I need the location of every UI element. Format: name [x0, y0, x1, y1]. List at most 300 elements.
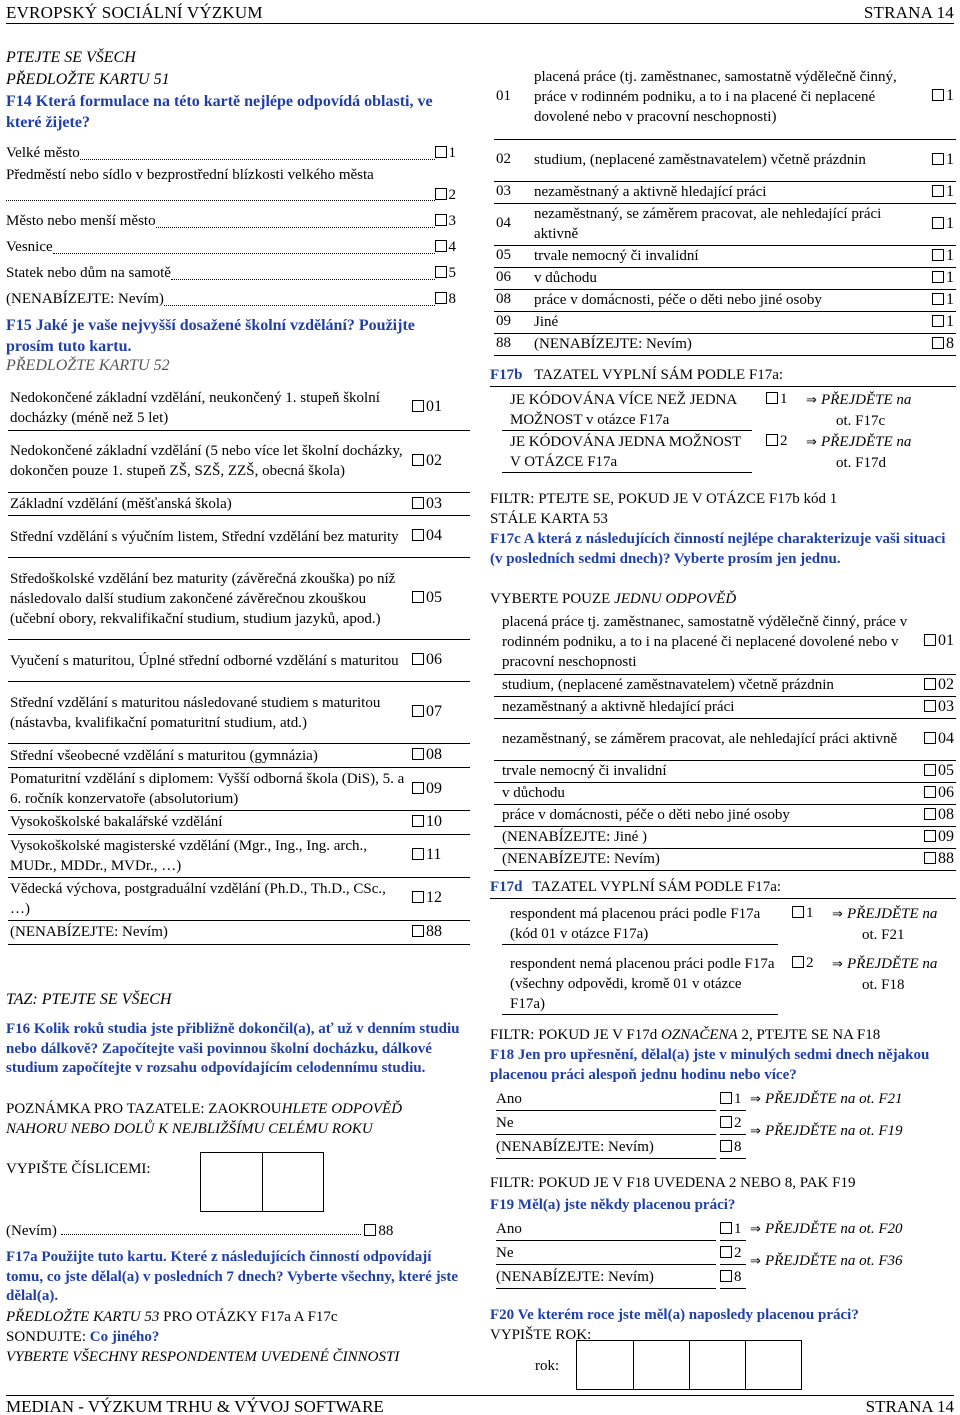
option-code: 12 [426, 889, 442, 907]
option-code: 2 [448, 186, 456, 203]
f15-option-row[interactable] [8, 811, 470, 835]
f16-note-part1: POZNÁMKA PRO TAZATELE: ZAOKROU [6, 1101, 282, 1117]
option-code-wrap [720, 1244, 746, 1265]
option-code: 06 [426, 651, 442, 669]
option-label: studium, (neplacené zaměstnavatelem) včetně prázdnin [494, 674, 910, 696]
arrow-right-icon: ⇒ [806, 393, 822, 408]
option-label: studium, (neplacené zaměstnavatelem) včetně prázdnin [526, 139, 916, 181]
option-code-cell [910, 782, 956, 804]
routing-target: ot. F21 [862, 927, 905, 943]
option-code: 88 [938, 849, 954, 867]
option-label: JE KÓDOVÁNA VÍCE NEŽ JEDNA MOŽNOST v otázce F17a [502, 390, 752, 431]
option-code-cell [410, 920, 470, 944]
f14-option-row[interactable] [6, 264, 456, 284]
option-label: práce v domácnosti, péče o děti nebo jiné osoby [526, 289, 916, 311]
option-code: 1 [946, 290, 954, 308]
option-code: 2 [780, 433, 788, 449]
option-code: 1 [946, 312, 954, 330]
option-code-cell [410, 834, 470, 877]
f14-option-row[interactable] [6, 238, 456, 258]
f15-option-row[interactable] [8, 386, 470, 430]
checkbox-icon[interactable] [924, 786, 936, 798]
f18-option-row[interactable] [494, 1138, 956, 1160]
checkbox-icon[interactable] [412, 891, 424, 903]
arrow-right-icon: ⇒ [750, 1222, 766, 1237]
option-label: nezaměstnaný, se záměrem pracovat, ale nehledající práci aktivně [494, 718, 910, 760]
f15-option-row[interactable] [8, 768, 470, 811]
option-label: Jiné [526, 311, 916, 333]
f15-option-row[interactable] [8, 682, 470, 744]
f17a-card-part2: PRO OTÁZKY F17a A F17c [159, 1309, 338, 1325]
option-code-cell [410, 386, 470, 430]
checkbox-icon[interactable] [412, 497, 424, 509]
option-code-cell [410, 811, 470, 835]
option-label: Ne [496, 1244, 716, 1265]
routing-instruction [832, 954, 937, 995]
option-code: 02 [938, 675, 954, 693]
option-code: 1 [448, 145, 456, 161]
question-f17c: F17c A která z následujících činností nejlépe charakterizuje vaši situaci (v posledních sedmi dnech)? Vyberte prosím jen jednu. [490, 531, 946, 567]
option-code: 4 [448, 239, 456, 255]
option-code-line [6, 186, 456, 206]
option-code-cell [916, 139, 956, 181]
f17a-option-row[interactable] [494, 203, 956, 245]
option-code: 5 [448, 265, 456, 281]
option-label: v důchodu [494, 782, 910, 804]
option-code: 10 [426, 813, 442, 831]
checkbox-icon[interactable] [924, 678, 936, 690]
checkbox-icon[interactable] [720, 1222, 732, 1234]
option-code-cell [910, 696, 956, 718]
filter-f17c: FILTR: PTEJTE SE, POKUD JE V OTÁZCE F17b kód 1 [490, 491, 838, 507]
option-label: Ano [496, 1220, 716, 1241]
option-code: 07 [426, 703, 442, 721]
f17a-option-row[interactable] [494, 139, 956, 181]
option-code-cell [410, 768, 470, 811]
question-f18: F18 Jen pro upřesnění, dělal(a) jste v minulých sedmi dnech nějakou placenou práci alespoň jednu hodinu nebo více? [490, 1047, 930, 1083]
checkbox-icon[interactable] [720, 1092, 732, 1104]
checkbox-icon[interactable] [412, 653, 424, 665]
option-code: 1 [734, 1091, 742, 1107]
option-code: 08 [426, 746, 442, 764]
checkbox-icon[interactable] [932, 315, 944, 327]
f17a-options-table [494, 55, 956, 356]
f17c-option-row[interactable] [494, 610, 956, 674]
filter-f18 [490, 1026, 880, 1046]
f16-interviewer-note [6, 1100, 466, 1139]
option-code-cell [916, 333, 956, 355]
question-f15: F15 Jaké je vaše nejvyšší dosažené školní vzdělání? Použijte prosím tuto kartu. [6, 317, 415, 355]
checkbox-icon[interactable] [412, 454, 424, 466]
option-code-cell [910, 848, 956, 870]
option-code: 1 [806, 905, 814, 921]
option-code: 09 [426, 779, 442, 797]
option-code: 1 [780, 391, 788, 407]
option-code-cell [410, 516, 470, 558]
option-code: 05 [938, 761, 954, 779]
f19-option-row[interactable] [494, 1220, 956, 1242]
option-code-cell [916, 245, 956, 267]
checkbox-icon[interactable] [924, 808, 936, 820]
option-label: (NENABÍZEJTE: Nevím) [526, 333, 916, 355]
routing-instruction [750, 1220, 903, 1240]
f17b-option-row[interactable] [494, 390, 956, 430]
f17d-option-row[interactable] [494, 954, 956, 1012]
f17a-select-all: VYBERTE VŠECHNY RESPONDENTEM UVEDENÉ ČINNOSTI [6, 1349, 400, 1365]
option-label: trvale nemocný či invalidní [526, 245, 916, 267]
option-code-wrap [435, 144, 457, 164]
f17c-options-table [494, 610, 956, 871]
f15-option-row[interactable] [8, 558, 470, 640]
checkbox-icon[interactable] [924, 852, 936, 864]
routing-target: ot. F18 [862, 977, 905, 993]
checkbox-icon[interactable] [766, 434, 778, 446]
checkbox-icon[interactable] [412, 782, 424, 794]
checkbox-icon[interactable] [932, 185, 944, 197]
option-code-wrap [792, 954, 814, 974]
f17a-option-row[interactable] [494, 267, 956, 289]
option-code: 88 [426, 922, 442, 940]
leader-dots [53, 238, 435, 254]
option-label: Statek nebo dům na samotě [6, 265, 171, 281]
f17a-option-row[interactable] [494, 311, 956, 333]
f15-options-table [8, 386, 470, 945]
option-label: Středoškolské vzdělání bez maturity (závěrečná zkouška) po níž následovalo další studium zakončené závěrečnou zkouškou (učební obory, rekvalifikační studium, studium jazyků, apod.) [8, 558, 410, 640]
f20-year-input[interactable] [576, 1340, 802, 1390]
f18-option-row[interactable] [494, 1114, 956, 1139]
checkbox-icon[interactable] [924, 830, 936, 842]
option-label: (NENABÍZEJTE: Nevím) [6, 291, 164, 307]
f16-dontknow-row [6, 1222, 418, 1242]
f17a-probe-label: SONDUJTE: [6, 1329, 90, 1345]
option-code: 1 [946, 268, 954, 286]
checkbox-icon[interactable] [412, 925, 424, 937]
option-label: respondent má placenou práci podle F17a (kód 01 v otázce F17a) [502, 904, 778, 945]
option-code: 04 [426, 527, 442, 545]
page-footer [6, 1395, 954, 1415]
option-code-wrap [720, 1114, 746, 1135]
leader-dots [6, 186, 435, 202]
filter-f18-part2: OZNAČENA [661, 1027, 738, 1043]
option-number: 05 [494, 245, 526, 267]
arrow-right-icon: ⇒ [832, 957, 848, 972]
checkbox-icon[interactable] [924, 700, 936, 712]
f15-option-row[interactable] [8, 640, 470, 682]
checkbox-icon[interactable] [412, 748, 424, 760]
option-label: trvale nemocný či invalidní [494, 760, 910, 782]
option-code-cell [910, 760, 956, 782]
option-code-cell [410, 682, 470, 744]
f17c-option-row[interactable] [494, 848, 956, 870]
f15-option-row[interactable] [8, 492, 470, 516]
question-f19: F19 Měl(a) jste někdy placenou práci? [490, 1197, 736, 1213]
f17c-option-row[interactable] [494, 696, 956, 718]
f17a-card-part1: PŘEDLOŽTE KARTU 53 [6, 1309, 160, 1325]
option-code: 09 [938, 827, 954, 845]
checkbox-icon[interactable] [932, 89, 944, 101]
option-label: Střední vzdělání s maturitou následované studiem s maturitou (nástavba, kvalifikační pomaturitní studium, atd.) [8, 682, 410, 744]
option-code-wrap [435, 186, 457, 206]
instruction-card-52: PŘEDLOŽTE KARTU 52 [6, 357, 170, 374]
option-label: Předměstí nebo sídlo v bezprostřední blízkosti velkého města [6, 167, 374, 183]
option-label: nezaměstnaný a aktivně hledající práci [526, 181, 916, 203]
checkbox-icon[interactable] [766, 392, 778, 404]
checkbox-icon[interactable] [932, 271, 944, 283]
checkbox-icon[interactable] [932, 249, 944, 261]
option-label: (NENABÍZEJTE: Jiné ) [494, 826, 910, 848]
option-label: Vysokoškolské bakalářské vzdělání [8, 811, 410, 835]
f17b-instruction: TAZATEL VYPLNÍ SÁM PODLE F17a: [534, 367, 784, 383]
f16-note-part2: HLETE ODPOVĚĎ NAHORU NEBO DOLŮ K NEJBLIŽŠÍMU CELÉMU ROKU [6, 1101, 403, 1137]
f17c-option-row[interactable] [494, 804, 956, 826]
option-code: 1 [946, 150, 954, 168]
option-code: 11 [426, 846, 442, 864]
f16-dontknow-code: 88 [378, 1223, 394, 1239]
f15-option-row[interactable] [8, 430, 470, 492]
f17a-probe-question: Co jiného? [89, 1329, 160, 1345]
option-number: 02 [494, 139, 526, 181]
checkbox-icon[interactable] [412, 848, 424, 860]
routing-instruction [832, 904, 937, 945]
f15-option-row[interactable] [8, 744, 470, 768]
f14-option-row[interactable] [6, 166, 456, 205]
f19-option-row[interactable] [494, 1244, 956, 1269]
option-number: 08 [494, 289, 526, 311]
option-label: v důchodu [526, 267, 916, 289]
checkbox-icon[interactable] [924, 764, 936, 776]
f17c-option-row[interactable] [494, 826, 956, 848]
option-code: 2 [734, 1115, 742, 1131]
f20-write-label: VYPIŠTE ROK: [490, 1327, 592, 1343]
f17c-option-row[interactable] [494, 782, 956, 804]
option-label: (NENABÍZEJTE: Nevím) [494, 848, 910, 870]
option-label: práce v domácnosti, péče o děti nebo jiné osoby [494, 804, 910, 826]
arrow-right-icon: ⇒ [806, 435, 822, 450]
option-code-wrap [435, 212, 457, 232]
checkbox-icon[interactable] [932, 217, 944, 229]
footer-company: MEDIAN - VÝZKUM TRHU & VÝVOJ SOFTWARE [6, 1397, 384, 1415]
option-code-wrap [720, 1138, 746, 1159]
f17c-option-row[interactable] [494, 718, 956, 760]
option-code: 2 [734, 1245, 742, 1261]
checkbox-icon[interactable] [932, 293, 944, 305]
filter-f19: FILTR: POKUD JE V F18 UVEDENA 2 NEBO 8, PAK F19 [490, 1175, 856, 1191]
leader-dots [156, 212, 435, 228]
f15-option-row[interactable] [8, 920, 470, 944]
option-number: 09 [494, 311, 526, 333]
checkbox-icon[interactable] [924, 732, 936, 744]
routing-instruction [750, 1090, 903, 1110]
option-code-cell [910, 804, 956, 826]
option-code-cell [410, 430, 470, 492]
option-code-cell [916, 267, 956, 289]
leader-dots [171, 264, 435, 280]
option-number: 06 [494, 267, 526, 289]
option-code: 3 [448, 213, 456, 229]
checkbox-icon[interactable] [720, 1116, 732, 1128]
checkbox-icon[interactable] [932, 153, 944, 165]
arrow-right-icon: ⇒ [750, 1254, 766, 1269]
checkbox-icon[interactable] [412, 400, 424, 412]
option-code-wrap [435, 264, 457, 284]
f17b-option-row[interactable] [494, 432, 956, 472]
f19-option-row[interactable] [494, 1268, 956, 1290]
option-label: (NENABÍZEJTE: Nevím) [496, 1268, 716, 1289]
option-code: 8 [448, 291, 456, 307]
option-code: 08 [938, 805, 954, 823]
f18-option-row[interactable] [494, 1090, 956, 1112]
option-code-cell [410, 558, 470, 640]
option-label: Nedokončené základní vzdělání, neukončený 1. stupeň školní docházky (méně než 5 let) [8, 386, 410, 430]
option-code-cell [916, 181, 956, 203]
f17d-number: F17d [490, 879, 523, 895]
option-code-cell [916, 55, 956, 139]
option-label: placená práce tj. zaměstnanec, samostatně výdělečně činný, práce v rodinném podniku, a to i na placené či neplacené dovolené nebo v pracovní neschopnosti [494, 610, 910, 674]
option-code: 8 [946, 334, 954, 352]
routing-go: PŘEJDĚTE na [821, 434, 912, 450]
option-code: 1 [734, 1221, 742, 1237]
checkbox-icon[interactable] [412, 591, 424, 603]
option-number: 04 [494, 203, 526, 245]
option-label: Vyučení s maturitou, Úplné střední odborné vzdělání s maturitou [8, 640, 410, 682]
arrow-right-icon: ⇒ [750, 1092, 766, 1107]
header-title: EVROPSKÝ SOCIÁLNÍ VÝZKUM [6, 3, 263, 22]
routing-instruction [806, 390, 911, 431]
checkbox-icon[interactable] [435, 214, 447, 226]
option-label: (NENABÍZEJTE: Nevím) [496, 1138, 716, 1159]
routing-target: PŘEJDĚTE na ot. F19 [765, 1123, 903, 1139]
option-code-wrap [435, 238, 457, 258]
option-code: 01 [426, 398, 442, 416]
option-label: respondent nemá placenou práci podle F17a (všechny odpovědi, kromě 01 v otázce F17a) [502, 954, 778, 1015]
option-code: 1 [946, 214, 954, 232]
leader-dots [164, 290, 435, 306]
option-label: Střední vzdělání s výučním listem, Střední vzdělání bez maturity [8, 516, 410, 558]
f17c-inst-part2: JEDNU ODPOVĚĎ [614, 591, 737, 607]
option-label: Vědecká výchova, postgraduální vzdělání (Ph.D., Th.D., CSc., …) [8, 877, 410, 920]
option-code: 1 [946, 246, 954, 264]
option-number: 01 [494, 55, 526, 139]
f17c-inst-part1: VYBERTE POUZE [490, 591, 615, 607]
option-code-wrap [720, 1268, 746, 1289]
option-code-cell [916, 311, 956, 333]
f16-dontknow-label: (Nevím) [6, 1223, 57, 1239]
routing-target: PŘEJDĚTE na ot. F36 [765, 1253, 903, 1269]
f17c-instruction [490, 590, 736, 610]
option-code-cell [410, 877, 470, 920]
checkbox-icon[interactable] [720, 1270, 732, 1282]
checkbox-icon[interactable] [435, 292, 447, 304]
f17a-option-row[interactable] [494, 181, 956, 203]
checkbox-icon[interactable] [435, 146, 447, 158]
routing-instruction [806, 432, 911, 473]
f15-option-row[interactable] [8, 877, 470, 920]
option-code-cell [410, 492, 470, 516]
checkbox-icon[interactable] [412, 529, 424, 541]
checkbox-icon[interactable] [720, 1246, 732, 1258]
option-code-cell [916, 289, 956, 311]
option-code-wrap [766, 390, 788, 410]
leader-dots [80, 144, 435, 160]
option-code: 03 [938, 697, 954, 715]
f14-option-row[interactable] [6, 144, 456, 164]
option-code: 01 [938, 632, 954, 650]
f16-number-input[interactable] [200, 1152, 324, 1212]
option-code: 03 [426, 494, 442, 512]
option-code-cell [916, 203, 956, 245]
checkbox-icon[interactable] [364, 1224, 376, 1236]
f17d-option-row[interactable] [494, 904, 956, 952]
f14-option-row[interactable] [6, 212, 456, 232]
f17c-option-row[interactable] [494, 674, 956, 696]
checkbox-icon[interactable] [792, 956, 804, 968]
option-code: 04 [938, 729, 954, 747]
option-code-wrap [720, 1220, 746, 1241]
option-code: 8 [734, 1269, 742, 1285]
checkbox-icon[interactable] [720, 1140, 732, 1152]
checkbox-icon[interactable] [435, 240, 447, 252]
f15-option-row[interactable] [8, 834, 470, 877]
f17d-instruction: TAZATEL VYPLNÍ SÁM PODLE F17a: [532, 879, 782, 895]
f14-option-row[interactable] [6, 290, 456, 310]
option-code-cell [410, 744, 470, 768]
checkbox-icon[interactable] [792, 906, 804, 918]
checkbox-icon[interactable] [435, 266, 447, 278]
option-code-cell [910, 718, 956, 760]
option-label: Vysokoškolské magisterské vzdělání (Mgr., Ing., Ing. arch., MUDr., MDDr., MVDr., …) [8, 834, 410, 877]
arrow-right-icon: ⇒ [832, 907, 848, 922]
option-number: 88 [494, 333, 526, 355]
f17a-card-note [6, 1308, 338, 1328]
option-label: nezaměstnaný, se záměrem pracovat, ale nehledající práci aktivně [526, 203, 916, 245]
f17a-probe [6, 1328, 159, 1348]
option-code-cell [910, 610, 956, 674]
checkbox-icon[interactable] [924, 634, 936, 646]
routing-go: PŘEJDĚTE na [847, 956, 938, 972]
option-label: JE KÓDOVÁNA JEDNA MOŽNOST V OTÁZCE F17a [502, 432, 752, 473]
question-f14: F14 Která formulace na této kartě nejlépe odpovídá oblasti, ve které žijete? [6, 93, 433, 131]
page-header [6, 2, 954, 24]
option-code-cell [910, 826, 956, 848]
option-code: 8 [734, 1139, 742, 1155]
checkbox-icon[interactable] [435, 188, 447, 200]
f17a-option-row[interactable] [494, 55, 956, 139]
instruction-card-51: PŘEDLOŽTE KARTU 51 [6, 71, 170, 88]
f17c-option-row[interactable] [494, 760, 956, 782]
option-label: Vesnice [6, 239, 53, 255]
f17a-option-row[interactable] [494, 333, 956, 355]
f16-write-label: VYPIŠTE ČÍSLICEMI: [6, 1161, 151, 1177]
f20-year-label: rok: [535, 1358, 560, 1374]
option-code-wrap [766, 432, 788, 452]
option-label: Ano [496, 1090, 716, 1111]
f17a-option-row[interactable] [494, 289, 956, 311]
routing-go: PŘEJDĚTE na [847, 906, 938, 922]
header-page-number: STRANA 14 [863, 3, 954, 22]
checkbox-icon[interactable] [412, 815, 424, 827]
checkbox-icon[interactable] [932, 337, 944, 349]
footer-page-number: STRANA 14 [865, 1397, 954, 1415]
f15-option-row[interactable] [8, 516, 470, 558]
routing-go: PŘEJDĚTE na [821, 392, 912, 408]
option-number: 03 [494, 181, 526, 203]
option-code-wrap [720, 1090, 746, 1111]
option-label: Velké město [6, 145, 80, 161]
option-code-wrap [435, 290, 457, 310]
option-code: 1 [946, 87, 954, 105]
f17a-option-row[interactable] [494, 245, 956, 267]
checkbox-icon[interactable] [412, 705, 424, 717]
